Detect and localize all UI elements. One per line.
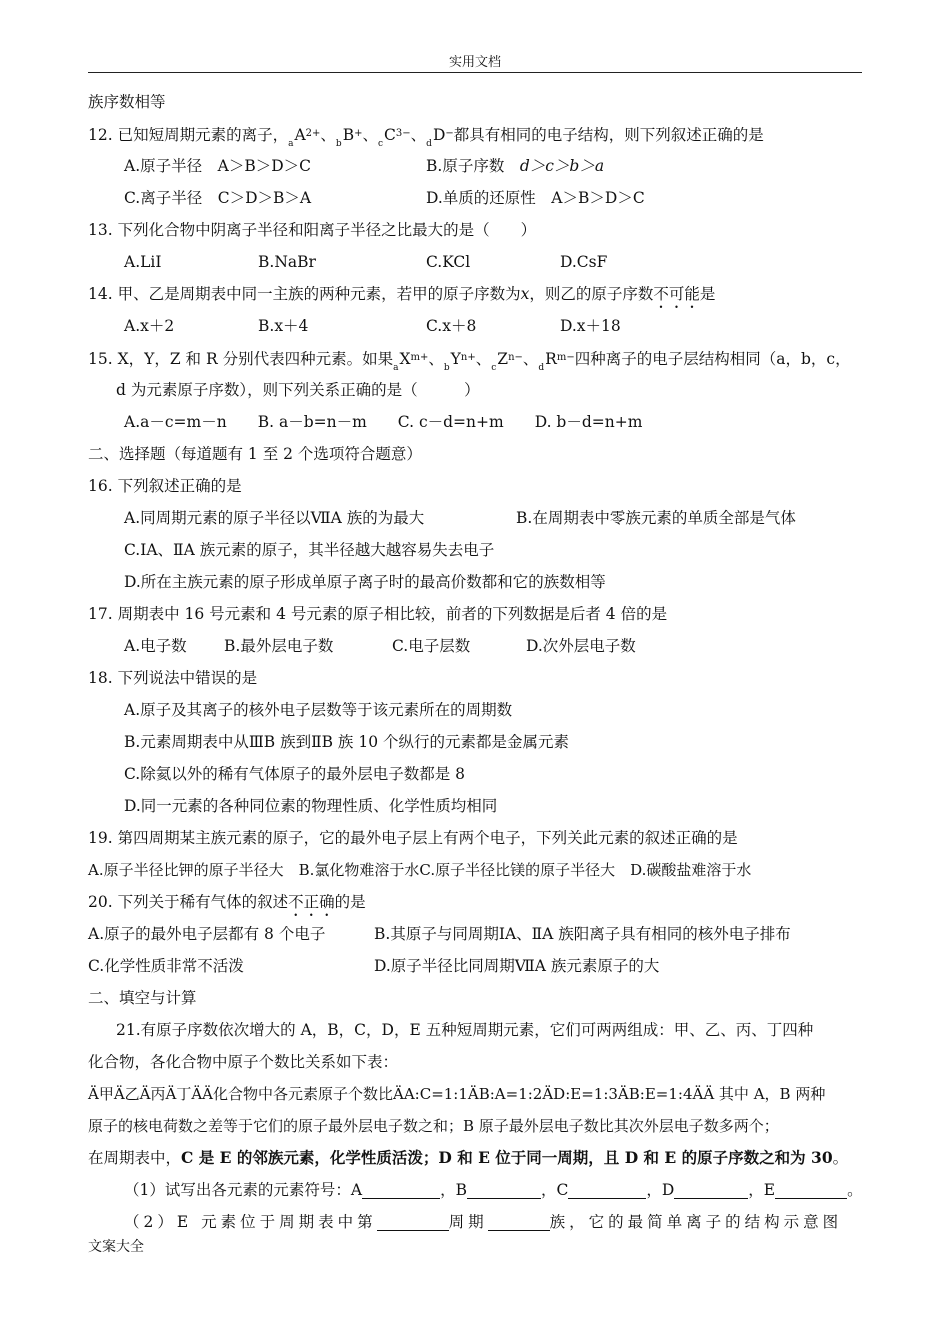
q14-option-c: C.x＋8 (426, 317, 477, 335)
ion-charge: n+ (460, 352, 476, 363)
q14-options (88, 310, 864, 342)
ion-charge: m− (556, 352, 575, 363)
q21-para-2: 化合物，各化合物中原子个数比关系如下表： (88, 1053, 399, 1071)
q21-sub1-intro: （1）试写出各元素的元素符号：A (124, 1181, 363, 1199)
q12-option-b-expr: d＞c＞b＞a (519, 157, 605, 175)
q21-sub1-d: ，D (646, 1181, 675, 1199)
q20-option-d: D.原子半径比同周期ⅦA 族元素原子的大 (374, 957, 660, 975)
ion-symbol: C (384, 126, 396, 144)
q18-option-d: D.同一元素的各种同位素的物理性质、化学性质均相同 (124, 797, 498, 815)
q14-stem-c: 是 (699, 285, 716, 303)
q21-sub2-b: 周期 (448, 1213, 488, 1231)
q13-stem: 13. 下列化合物中阴离子半径和阳离子半径之比最大的是（ ） (88, 221, 537, 239)
ion-symbol: B (342, 126, 355, 144)
q15-stem-a: 15. X，Y，Z 和 R 分别代表四种元素。如果 (88, 350, 394, 368)
q21-para-5-end: 。 (832, 1149, 849, 1167)
document-body (88, 86, 864, 1238)
q19-stem: 19. 第四周期某主族元素的原子，它的最外电子层上有两个电子，下列关此元素的叙述正确的是 (88, 829, 738, 847)
q21-para-5 (88, 1142, 864, 1174)
ion-prefix: d (538, 363, 545, 373)
q17-option-d: D.次外层电子数 (526, 637, 636, 655)
ion-symbol: Y (450, 350, 461, 368)
q18-stem: 18. 下列说法中错误的是 (88, 669, 258, 687)
q21-sub2-c: 族，它的最简单离子的结构示意图 (549, 1213, 843, 1231)
q20-option-c: C.化学性质非常不活泼 (88, 957, 244, 975)
q21-sub1 (88, 1174, 864, 1206)
ion-separator: 、 (362, 126, 378, 144)
page-footer: 文案大全 (88, 1239, 144, 1255)
ion-separator: 、 (475, 350, 492, 368)
q20-emphasis: 不正确 (288, 893, 335, 911)
q20-options-row2 (88, 950, 864, 982)
q15-options: A.a－c=m－n B. a－b=n－m C. c－d=n+m D. b－d=n+m (124, 413, 643, 431)
ion-prefix: c (491, 363, 497, 373)
ion-symbol: Z (497, 350, 509, 368)
q16-option-a: A.同周期元素的原子半径以ⅦA 族的为最大 (124, 509, 425, 527)
q20-options-row1 (88, 918, 864, 950)
q14-stem-b: ，则乙的原子序数 (529, 285, 654, 303)
q18-option-b: B.元素周期表中从ⅢB 族到ⅡB 族 10 个纵行的元素都是金属元素 (124, 733, 570, 751)
q12-options-row1 (88, 150, 864, 182)
q12-option-b (426, 150, 604, 182)
ion-separator: 、 (522, 350, 539, 368)
q20-stem (88, 886, 864, 918)
q13-option-c: C.KCl (426, 253, 471, 271)
ion-prefix: b (443, 363, 450, 373)
answer-blank-b[interactable] (467, 1180, 541, 1199)
q14-stem (88, 278, 864, 310)
answer-blank-e[interactable] (775, 1180, 847, 1199)
q21-para-5-bold: C 是 E 的邻族元素，化学性质活泼；D 和 E 位于同一周期，且 D 和 E 的原子序数之和为 30 (181, 1148, 833, 1167)
q21-sub2 (88, 1206, 864, 1238)
ion-symbol: X (399, 350, 411, 368)
q13-option-b: B.NaBr (258, 253, 316, 271)
q14-option-d: D.x＋18 (560, 317, 621, 335)
q14-option-b: B.x＋4 (258, 317, 309, 335)
ion-prefix: a (393, 363, 399, 373)
q18-option-c: C.除氦以外的稀有气体原子的最外层电子数都是 8 (124, 765, 466, 783)
ion-prefix: b (335, 139, 342, 149)
ion-prefix: d (426, 139, 432, 149)
q19-options: A.原子半径比钾的原子半径大 B.氯化物难溶于水C.原子半径比镁的原子半径大 D.碳酸盐难溶于水 (88, 861, 752, 879)
section-2-heading: 二、选择题（每道题有 1 至 2 个选项符合题意） (88, 445, 422, 463)
q14-stem-a: 14. 甲、乙是周期表中同一主族的两种元素，若甲的原子序数为 (88, 285, 521, 303)
q12-stem (88, 118, 864, 150)
answer-blank-d[interactable] (674, 1180, 748, 1199)
q14-emphasis: 不可能 (653, 285, 700, 303)
q12-stem-b: 都具有相同的电子结构，则下列叙述正确的是 (453, 126, 764, 144)
q21-para-1: 21.有原子序数依次增大的 A，B，C，D，E 五种短周期元素，它们可两两组成：甲、乙、丙、丁四种 (116, 1021, 814, 1039)
page-header: 实用文档 (448, 55, 501, 70)
q20-stem-b: 的是 (334, 893, 366, 911)
q20-option-b: B.其原子与同周期ⅠA、ⅡA 族阳离子具有相同的核外电子排布 (374, 925, 791, 943)
q16-options-row1 (88, 502, 864, 534)
q16-option-c: C.ⅠA、ⅡA 族元素的原子，其半径越大越容易失去电子 (124, 541, 495, 559)
q15-stem (88, 342, 864, 374)
q21-sub1-end: 。 (847, 1181, 863, 1199)
q17-option-a: A.电子数 (124, 637, 187, 655)
q13-option-a: A.LiI (124, 253, 162, 271)
q17-option-c: C.电子层数 (392, 637, 471, 655)
q20-option-a: A.原子的最外电子层都有 8 个电子 (88, 925, 326, 943)
q21-sub2-a: （2）E 元素位于周期表中第 (124, 1213, 377, 1231)
section-3-heading: 二、填空与计算 (88, 989, 197, 1007)
answer-blank-group[interactable] (488, 1212, 550, 1231)
q16-option-d: D.所在主族元素的原子形成单原子离子时的最高价数都和它的族数相等 (124, 573, 606, 591)
q21-para-5-a: 在周期表中， (88, 1149, 182, 1167)
q21-sub1-b: ，B (440, 1181, 467, 1199)
q21-para-3: Ä甲Ä乙Ä丙Ä丁ÄÄ化合物中各元素原子个数比ÄA:C=1:1ÄB:A=1:2ÄD:E=1:3ÄB:E=1:4ÄÄ 其中 A，B 两种 (88, 1085, 826, 1103)
q12-option-c: C.离子半径 C＞D＞B＞A (124, 189, 312, 207)
ion-charge: 3− (395, 128, 411, 139)
ion-prefix: c (377, 139, 384, 149)
q13-options (88, 246, 864, 278)
q17-stem: 17. 周期表中 16 号元素和 4 号元素的原子相比较，前者的下列数据是后者 4 倍的是 (88, 605, 668, 623)
answer-blank-c[interactable] (568, 1180, 646, 1199)
ion-symbol: R (545, 350, 557, 368)
q12-stem-a: 12. 已知短周期元素的离子， (88, 126, 289, 144)
q12-option-b-label: B.原子序数 (426, 157, 520, 175)
ion-separator: 、 (320, 126, 336, 144)
ion-charge: 2+ (305, 128, 321, 139)
ion-charge: m+ (410, 352, 429, 363)
q12-option-a: A.原子半径 A＞B＞D＞C (124, 157, 311, 175)
ion-separator: 、 (428, 350, 444, 368)
q13-option-d: D.CsF (560, 253, 608, 271)
q15-stem-b: 四种离子的电子层结构相同（a，b，c， (574, 350, 851, 368)
q14-option-a: A.x＋2 (124, 317, 175, 335)
q21-para-4: 原子的核电荷数之差等于它们的原子最外层电子数之和；B 原子最外层电子数比其次外层电子数多两个； (88, 1117, 779, 1135)
ion-symbol: D (432, 126, 446, 144)
ion-charge: + (354, 128, 363, 139)
q21-sub1-e: ，E (748, 1181, 776, 1199)
ion-prefix: a (288, 139, 294, 149)
answer-blank-a[interactable] (362, 1180, 440, 1199)
q20-stem-a: 20. 下列关于稀有气体的叙述 (88, 893, 289, 911)
q12-option-d: D.单质的还原性 A＞B＞D＞C (426, 189, 645, 207)
ion-charge: n− (508, 352, 523, 363)
answer-blank-period[interactable] (377, 1212, 449, 1231)
q14-variable: x (520, 285, 530, 303)
q11-tail: 族序数相等 (88, 93, 166, 111)
ion-charge: − (445, 128, 454, 139)
ion-separator: 、 (410, 126, 427, 144)
ion-symbol: A (294, 126, 306, 144)
q16-stem: 16. 下列叙述正确的是 (88, 477, 242, 495)
q12-options-row2 (88, 182, 864, 214)
q17-option-b: B.最外层电子数 (224, 637, 334, 655)
q16-option-b: B.在周期表中零族元素的单质全部是气体 (516, 509, 796, 527)
q21-sub1-c: ，C (540, 1181, 569, 1199)
header-rule (88, 72, 862, 73)
q18-option-a: A.原子及其离子的核外电子层数等于该元素所在的周期数 (124, 701, 513, 719)
q17-options (88, 630, 864, 662)
q15-stem-cont: d 为元素原子序数），则下列关系正确的是（ ） (116, 381, 480, 399)
